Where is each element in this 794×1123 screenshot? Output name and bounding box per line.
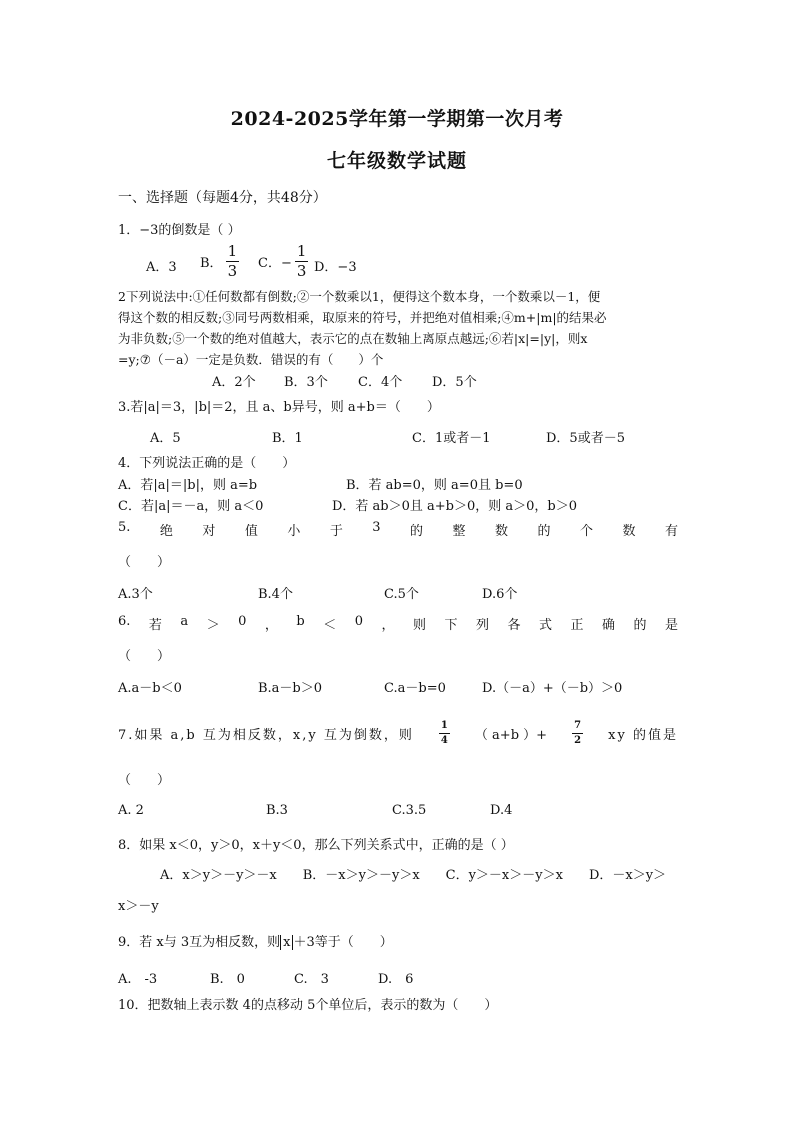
q8-options: A．x＞y＞－y＞－x B．－x＞y＞－y＞x C．y＞－x＞－y＞x D．－x＞y＞ bbox=[160, 868, 667, 883]
q3-option-b: B．1 bbox=[272, 431, 303, 446]
q1-option-c-prefix: C．− bbox=[258, 256, 292, 271]
q5-char: 数 bbox=[495, 524, 509, 539]
q6-char: 若 bbox=[148, 618, 162, 633]
q5-char: 小 bbox=[287, 524, 301, 539]
q4-option-d: D．若 ab＞0且 a+b＞0，则 a＞0，b＞0 bbox=[332, 499, 578, 514]
q6-stem bbox=[118, 614, 678, 633]
q7-text-3: xy 的值是 bbox=[608, 727, 678, 743]
page-title: 2024-2025学年第一学期第一次月考 bbox=[230, 108, 564, 130]
q7-stem bbox=[118, 716, 678, 750]
fraction-denominator: 4 bbox=[440, 734, 448, 746]
fraction-numerator: 7 bbox=[572, 721, 583, 734]
q9-text-2: ＋3等于（ ） bbox=[293, 935, 393, 950]
q5-char: 5. bbox=[118, 520, 131, 535]
q6-option-a: A.a－b＜0 bbox=[118, 681, 182, 696]
q6-char: 各 bbox=[507, 618, 521, 633]
q7-answer-paren: （ ） bbox=[118, 773, 171, 788]
q5-char: 的 bbox=[537, 524, 551, 539]
q2-option-c: C．4个 bbox=[358, 375, 403, 390]
section-heading: 一、选择题（每题4分，共48分） bbox=[118, 190, 327, 206]
q3-option-a: A．5 bbox=[150, 431, 181, 446]
q6-char: 6. bbox=[118, 614, 131, 629]
q6-char: 的 bbox=[633, 618, 647, 633]
q7-option-b: B.3 bbox=[266, 803, 288, 818]
q7-text-2: （ a+b ）+ bbox=[474, 727, 548, 743]
q1-option-c bbox=[258, 244, 311, 279]
fraction-denominator: 3 bbox=[227, 262, 238, 280]
q4-options-row-2 bbox=[118, 495, 678, 513]
q7-option-c: C.3.5 bbox=[392, 803, 427, 818]
q1-option-d: D．−3 bbox=[314, 260, 357, 275]
q5-option-c: C.5个 bbox=[384, 587, 419, 602]
q1-options bbox=[146, 244, 386, 284]
q7-option-a: A. 2 bbox=[118, 803, 144, 818]
q5-char: 值 bbox=[244, 524, 258, 539]
q6-char: ， bbox=[264, 618, 278, 633]
q6-option-b: B.a－b＞0 bbox=[258, 681, 323, 696]
q6-char: a bbox=[180, 614, 189, 629]
fraction-denominator: 3 bbox=[296, 262, 307, 280]
q1-option-b bbox=[200, 244, 242, 279]
q6-char: 式 bbox=[538, 618, 552, 633]
q4-option-c: C．若|a|＝－a，则 a＜0 bbox=[118, 499, 264, 514]
q2-line-3: 为非负数;⑤一个数的绝对值越大，表示它的点在数轴上离原点越远;⑥若|x|=|y|，则x bbox=[118, 331, 588, 346]
q6-char: 是 bbox=[664, 618, 678, 633]
q5-char: 于 bbox=[329, 524, 343, 539]
q7-fraction-seven-halves bbox=[572, 721, 583, 746]
q9-text-1: 9．若 x与 3互为相反数，则 bbox=[118, 935, 281, 950]
q5-char: 绝 bbox=[159, 524, 173, 539]
q4-stem: 4．下列说法正确的是（ ） bbox=[118, 456, 296, 471]
q9-option-d: D. 6 bbox=[378, 972, 414, 987]
q5-answer-paren: （ ） bbox=[118, 555, 171, 570]
q2-line-1: 2下列说法中:①任何数都有倒数;②一个数乘以1，便得这个数本身，一个数乘以－1，便 bbox=[118, 289, 601, 304]
q6-option-c: C.a－b=0 bbox=[384, 681, 446, 696]
q5-char: 的 bbox=[410, 524, 424, 539]
q3-option-d: D．5或者－5 bbox=[546, 431, 625, 446]
q5-char: 个 bbox=[579, 524, 593, 539]
q2-line-4: =y;⑦（－a）一定是负数．错误的有（ ）个 bbox=[118, 352, 384, 367]
q8-options-continued: x＞－y bbox=[118, 899, 159, 914]
q5-char: 对 bbox=[202, 524, 216, 539]
q7-option-d: D.4 bbox=[490, 803, 513, 818]
q6-answer-paren: （ ） bbox=[118, 649, 171, 664]
q2-line-2: 得这个数的相反数;③同号两数相乘，取原来的符号，并把绝对值相乘;④m+|m|的结果必 bbox=[118, 310, 607, 325]
q6-char: 列 bbox=[475, 618, 489, 633]
q5-char: 整 bbox=[452, 524, 466, 539]
q9-option-c: C. 3 bbox=[294, 972, 329, 987]
q5-char: 3 bbox=[372, 520, 381, 535]
q5-stem bbox=[118, 520, 678, 539]
q2-option-a: A．2个 bbox=[212, 375, 256, 390]
q1-option-a: A．3 bbox=[146, 260, 177, 275]
q4-options-row-1 bbox=[118, 474, 678, 492]
q9-option-b: B. 0 bbox=[210, 972, 245, 987]
q9-options bbox=[118, 968, 518, 986]
q6-char: b bbox=[296, 614, 305, 629]
q3-option-c: C．1或者－1 bbox=[412, 431, 491, 446]
q9-stem bbox=[118, 931, 678, 950]
q5-char: 数 bbox=[622, 524, 636, 539]
q6-char: 正 bbox=[570, 618, 584, 633]
q6-char: 确 bbox=[601, 618, 615, 633]
q3-options bbox=[150, 427, 650, 445]
q6-char: ＞ bbox=[206, 618, 220, 633]
q6-char: ， bbox=[381, 618, 395, 633]
q9-option-a: A. -3 bbox=[118, 972, 158, 987]
q7-options bbox=[118, 803, 618, 821]
q2-options bbox=[212, 371, 512, 389]
q4-option-a: A．若|a|＝|b|，则 a=b bbox=[118, 478, 258, 493]
q1-option-c-fraction bbox=[295, 244, 309, 279]
q1-option-b-fraction bbox=[226, 244, 240, 279]
q7-fraction-quarter bbox=[439, 721, 450, 746]
q6-char: 则 bbox=[412, 618, 426, 633]
q6-char: ＜ bbox=[323, 618, 337, 633]
q9-absolute-value-x: x bbox=[280, 935, 293, 950]
q6-option-d: D.（－a）+（－b）＞0 bbox=[482, 681, 623, 696]
q10-stem: 10．把数轴上表示数 4的点移动 5个单位后，表示的数为（ ） bbox=[118, 998, 498, 1013]
q5-option-b: B.4个 bbox=[258, 587, 293, 602]
fraction-denominator: 2 bbox=[574, 734, 582, 746]
q7-text-1: 7.如果 a,b 互为相反数，x,y 互为倒数，则 bbox=[118, 727, 414, 743]
q2-option-b: B．3个 bbox=[284, 375, 328, 390]
q6-char: 下 bbox=[444, 618, 458, 633]
q6-char: 0 bbox=[354, 614, 363, 629]
q4-option-b: B．若 ab=0，则 a=0且 b=0 bbox=[346, 478, 523, 493]
fraction-numerator: 1 bbox=[296, 242, 307, 260]
q8-stem: 8．如果 x＜0，y＞0，x＋y＜0，那么下列关系式中，正确的是（ ） bbox=[118, 838, 514, 853]
page-subtitle: 七年级数学试题 bbox=[326, 150, 467, 172]
q5-char: 有 bbox=[664, 524, 678, 539]
q5-options bbox=[118, 583, 618, 601]
q6-char: 0 bbox=[238, 614, 247, 629]
fraction-numerator: 1 bbox=[439, 721, 450, 734]
fraction-numerator: 1 bbox=[227, 242, 238, 260]
q6-options bbox=[118, 677, 678, 695]
q1-option-b-prefix: B． bbox=[200, 256, 223, 271]
q5-option-d: D.6个 bbox=[482, 587, 518, 602]
q5-option-a: A.3个 bbox=[118, 587, 153, 602]
q1-stem: 1．−3的倒数是（ ） bbox=[118, 223, 241, 238]
q3-stem: 3.若|a|＝3，|b|＝2，且 a、b异号，则 a+b＝（ ） bbox=[118, 400, 440, 415]
q2-option-d: D．5个 bbox=[432, 375, 477, 390]
